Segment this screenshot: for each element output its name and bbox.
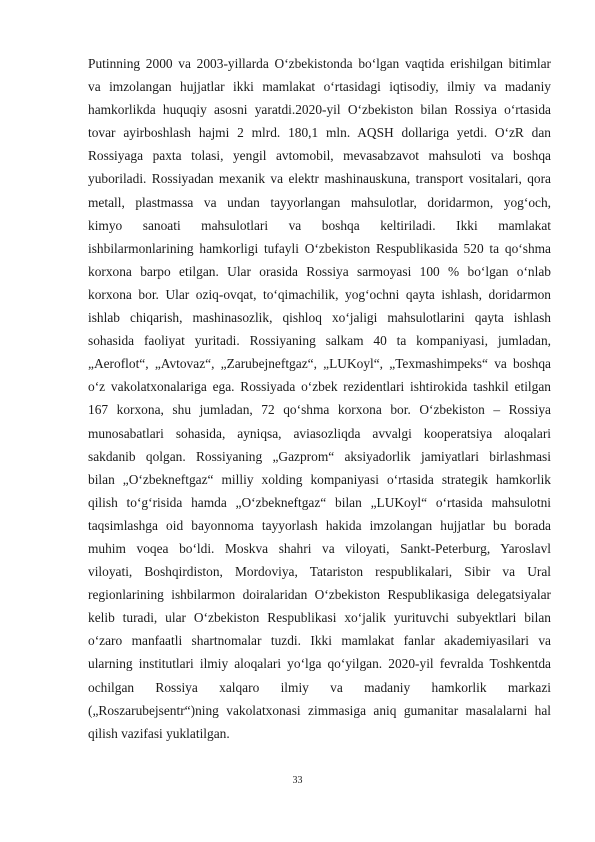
text-line: muhim voqea bo‘ldi. Moskva shahri va viloyati, Sankt-Peterburg, Yaroslavl [88, 540, 551, 556]
text-line: „Aeroflot“, „Avtovaz“, „Zarubejneftgaz“, „LUKoyl“, „Texmashimpeks“ va boshqa [88, 356, 551, 372]
text-line: qilish to‘g‘risida hamda „O‘zbekneftgaz“ bilan „LUKoyl“ o‘rtasida mahsulotni [88, 494, 551, 510]
text-line: Putinning 2000 va 2003-yillarda O‘zbekistonda bo‘lgan vaqtida erishilgan bitimlar [88, 56, 551, 71]
text-line: metall, plastmassa va undan tayyorlangan mahsulotlar, doridarmon, yog‘och, [88, 194, 551, 210]
text-line: ularning institutlari ilmiy aloqalari yo‘lga qo‘yilgan. 2020-yil fevralda Toshkentda [88, 656, 551, 672]
text-line: taqsimlashga oid bayonnoma tayyorlash hakida imzolangan hujjatlar bu borada [88, 517, 551, 533]
page-number: 33 [292, 775, 303, 786]
document-page [88, 52, 551, 745]
text-line: viloyati, Boshqirdiston, Mordoviya, Tatariston respublikalari, Sibir va Ural [88, 564, 551, 580]
text-line: va imzolangan hujjatlar ikki mamlakat o‘rtasidagi iqtisodiy, ilmiy va madaniy [88, 79, 551, 95]
text-line: munosabatlari sohasida, ayniqsa, aviasozliqda avvalgi kooperatsiya aloqalari [88, 425, 551, 441]
text-line: tovar ayirboshlash hajmi 2 mlrd. 180,1 mln. AQSH dollariga yetdi. O‘zR dan [88, 125, 551, 141]
text-line: sakdanib qolgan. Rossiyaning „Gazprom“ aksiyadorlik jamiyatlari birlashmasi [88, 448, 551, 464]
text-line: Rossiyaga paxta tolasi, yengil avtomobil, mevasabzavot mahsuloti va boshqa [88, 148, 551, 164]
text-line: sohasida faoliyat yuritadi. Rossiyaning salkam 40 ta kompaniyasi, jumladan, [88, 333, 551, 349]
text-line: o‘zaro manfaatli shartnomalar tuzdi. Ikki mamlakat fanlar akademiyasilari va [88, 633, 551, 649]
text-line: korxona barpo etilgan. Ular orasida Rossiya sarmoyasi 100 % bo‘lgan o‘nlab [88, 263, 551, 279]
text-line: yuboriladi. Rossiyadan mexanik va elektr mashinauskuna, transport vositalari, qora [88, 171, 551, 187]
text-line: hamkorlikda huquqiy asosni yaratdi.2020-yil O‘zbekiston bilan Rossiya o‘rtasida [88, 102, 551, 118]
text-line: ishlab chiqarish, mashinasozlik, qishloq xo‘jaligi mahsulotlarini qayta ishlash [88, 310, 551, 326]
text-line: kelib turadi, ular O‘zbekiston Respublikasi xo‘jalik yurituvchi subyektlari bilan [88, 610, 551, 626]
body-paragraph [88, 52, 551, 745]
text-line: 167 korxona, shu jumladan, 72 qo‘shma korxona bor. O‘zbekiston – Rossiya [88, 402, 551, 418]
text-line: bilan „O‘zbekneftgaz“ milliy xolding kompaniyasi o‘rtasida strategik hamkorlik [88, 471, 551, 487]
text-line: korxona bor. Ular oziq-ovqat, to‘qimachilik, yog‘ochni qayta ishlash, doridarmon [88, 286, 551, 302]
text-line: („Roszarubejsentr“)ning vakolatxonasi zimmasiga aniq gumanitar masalalarni hal [88, 702, 551, 718]
text-line: kimyo sanoati mahsulotlari va boshqa keltiriladi. Ikki mamlakat [88, 217, 551, 233]
text-line: o‘z vakolatxonalariga ega. Rossiyada o‘zbek rezidentlari ishtirokida tashkil etilgan [88, 379, 551, 395]
text-line: ochilgan Rossiya xalqaro ilmiy va madaniy hamkorlik markazi [88, 679, 551, 695]
text-line-last: qilish vazifasi yuklatilgan. [88, 725, 230, 741]
text-line: regionlarining ishbilarmon doiralaridan O‘zbekiston Respublikasiga delegatsiyalar [88, 587, 551, 603]
text-line: ishbilarmonlarining hamkorligi tufayli O‘zbekiston Respublikasida 520 ta qo‘shma [88, 240, 551, 256]
